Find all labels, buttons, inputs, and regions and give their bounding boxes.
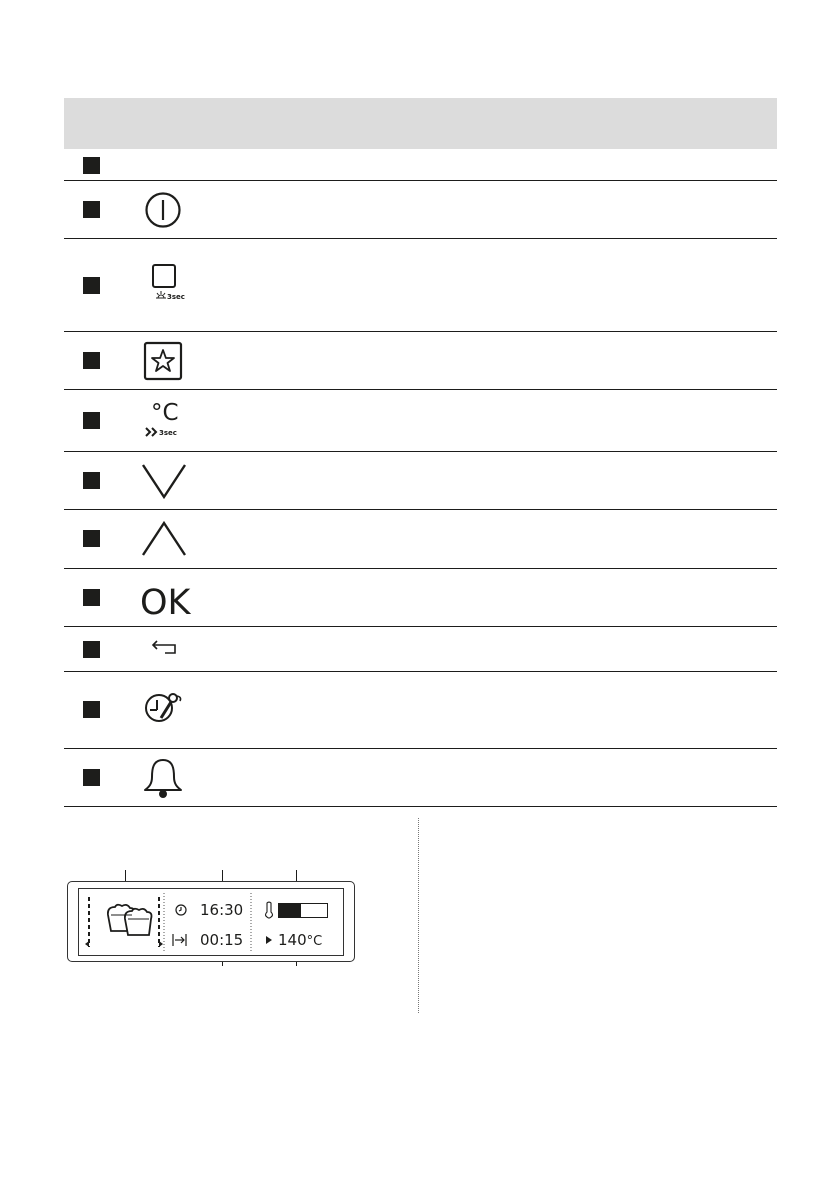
table-row — [64, 672, 777, 749]
favourite-star-icon — [140, 341, 186, 381]
play-arrow-icon — [265, 935, 273, 945]
back-arrow-icon — [140, 639, 180, 659]
celsius-label: °C — [151, 400, 179, 426]
bread-program-icon — [105, 901, 155, 941]
table-row — [64, 627, 777, 672]
sec3-label: 3sec — [167, 293, 185, 301]
light-sensor-3sec-icon — [140, 263, 190, 307]
duration-icon — [172, 933, 188, 947]
table-row — [64, 181, 777, 239]
controls-table — [64, 98, 777, 807]
oven-display — [67, 881, 355, 962]
table-row — [64, 239, 777, 332]
table-row — [64, 569, 777, 627]
row-marker — [83, 641, 100, 658]
row-marker — [83, 769, 100, 786]
chevron-up-icon — [140, 519, 190, 559]
row-marker — [83, 352, 100, 369]
table-row — [64, 332, 777, 390]
time-functions-icon — [140, 688, 190, 728]
table-header — [64, 98, 777, 149]
clock-time: 16:30 — [200, 901, 244, 919]
table-row — [64, 452, 777, 510]
row-marker — [83, 472, 100, 489]
section-divider — [418, 818, 419, 1013]
power-icon — [140, 190, 186, 230]
row-marker — [83, 157, 100, 174]
row-marker — [83, 589, 100, 606]
row-marker — [83, 530, 100, 547]
clock-icon — [174, 903, 188, 917]
table-row — [64, 390, 777, 452]
sec3-label: 3sec — [159, 429, 177, 437]
ok-label: OK — [140, 583, 191, 618]
bell-icon — [140, 757, 186, 799]
temperature-value — [278, 933, 322, 948]
display-screen — [78, 888, 344, 956]
row-marker — [83, 701, 100, 718]
ok-icon — [140, 578, 196, 618]
heatup-indicator-fill — [279, 904, 301, 917]
row-marker — [83, 277, 100, 294]
duration-time: 00:15 — [200, 931, 244, 949]
temperature-fastheat-3sec-icon — [140, 396, 190, 442]
table-row — [64, 749, 777, 807]
temperature-number: 140 — [278, 931, 307, 949]
row-marker — [83, 412, 100, 429]
chevron-down-icon — [140, 461, 190, 501]
heatup-indicator — [278, 903, 328, 918]
row-marker — [83, 201, 100, 218]
thermometer-icon — [264, 901, 274, 919]
table-row — [64, 510, 777, 569]
table-row — [64, 149, 777, 181]
temperature-unit: °C — [306, 934, 323, 949]
